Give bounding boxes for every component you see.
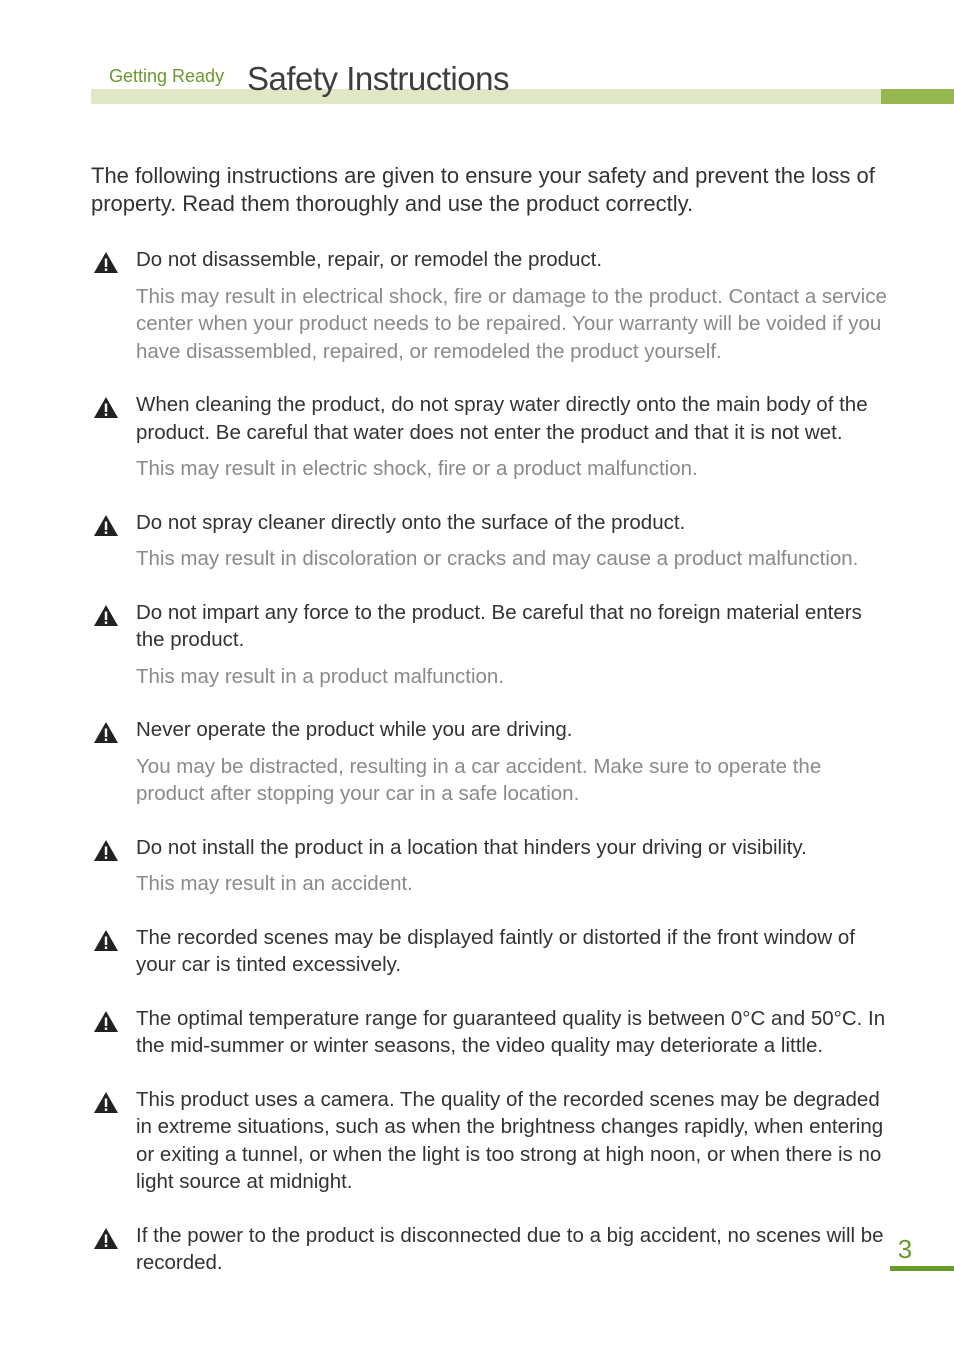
safety-item-detail: This may result in discoloration or cracks and may cause a product malfunction.: [136, 547, 859, 570]
safety-item-main: When cleaning the product, do not spray water directly onto the main body of the product. Be careful that water does not enter the product and that it is not wet.: [136, 393, 868, 444]
safety-item-main: Do not install the product in a location that hinders your driving or visibility.: [136, 835, 807, 859]
safety-item: [91, 924, 891, 979]
safety-item: [91, 1005, 891, 1060]
warning-triangle-icon: [93, 839, 119, 862]
safety-item: [91, 1222, 891, 1277]
safety-item-main: Do not disassemble, repair, or remodel the product.: [136, 248, 603, 271]
header-bar-accent: [881, 89, 954, 104]
safety-item-main: Do not impart any force to the product. Be careful that no foreign material enters the product.: [136, 600, 862, 651]
safety-item-detail: This may result in electric shock, fire or a product malfunction.: [136, 457, 698, 480]
safety-item-detail: This may result in a product malfunction.: [136, 664, 505, 688]
intro-paragraph: The following instructions are given to ensure your safety and prevent the loss of property. Read them thoroughly and use the product correctly.: [91, 163, 875, 216]
warning-triangle-icon: [93, 251, 119, 274]
safety-item-detail: This may result in electrical shock, fire or damage to the product. Contact a service center when your product needs to be repaired. Your warranty will be voided if you have disassembled, repaired, or remodeled the product yourself.: [136, 284, 887, 363]
warning-triangle-icon: [93, 396, 119, 419]
safety-item-main: The recorded scenes may be displayed faintly or distorted if the front window of your car is tinted excessively.: [136, 925, 856, 976]
warning-triangle-icon: [93, 1010, 119, 1033]
safety-item-main: This product uses a camera. The quality of the recorded scenes may be degraded in extreme situations, such as when the brightness changes rapidly, when entering or exiting a tunnel, or when the light is too strong at high noon, or when there is no light source at midnight.: [136, 1087, 884, 1193]
page-title: Safety Instructions: [247, 60, 509, 97]
warning-triangle-icon: [93, 604, 119, 627]
page-number: 3: [897, 1234, 913, 1264]
page-number-underline: [890, 1266, 954, 1271]
warning-triangle-icon: [93, 514, 119, 537]
section-label: Getting Ready: [109, 66, 225, 86]
safety-item-detail: You may be distracted, resulting in a car accident. Make sure to operate the product after stopping your car in a safe location.: [136, 754, 822, 805]
warning-triangle-icon: [93, 1091, 119, 1114]
safety-item: [91, 716, 891, 808]
safety-item: [91, 391, 891, 483]
safety-item: [91, 509, 891, 573]
safety-item: [91, 246, 891, 365]
safety-item-main: Do not spray cleaner directly onto the surface of the product.: [136, 510, 686, 534]
safety-item: [91, 599, 891, 691]
safety-instruction-list: [91, 246, 891, 1277]
safety-item: [91, 834, 891, 898]
warning-triangle-icon: [93, 1227, 119, 1250]
warning-triangle-icon: [93, 721, 119, 744]
safety-item-main: Never operate the product while you are driving.: [136, 718, 573, 741]
safety-item-detail: This may result in an accident.: [136, 872, 413, 895]
warning-triangle-icon: [93, 929, 119, 952]
safety-item: [91, 1086, 891, 1196]
safety-item-main: If the power to the product is disconnected due to a big accident, no scenes will be recorded.: [136, 1223, 884, 1274]
safety-item-main: The optimal temperature range for guaranteed quality is between 0°C and 50°C. In the mid-summer or winter seasons, the video quality may deteriorate a little.: [136, 1006, 886, 1057]
